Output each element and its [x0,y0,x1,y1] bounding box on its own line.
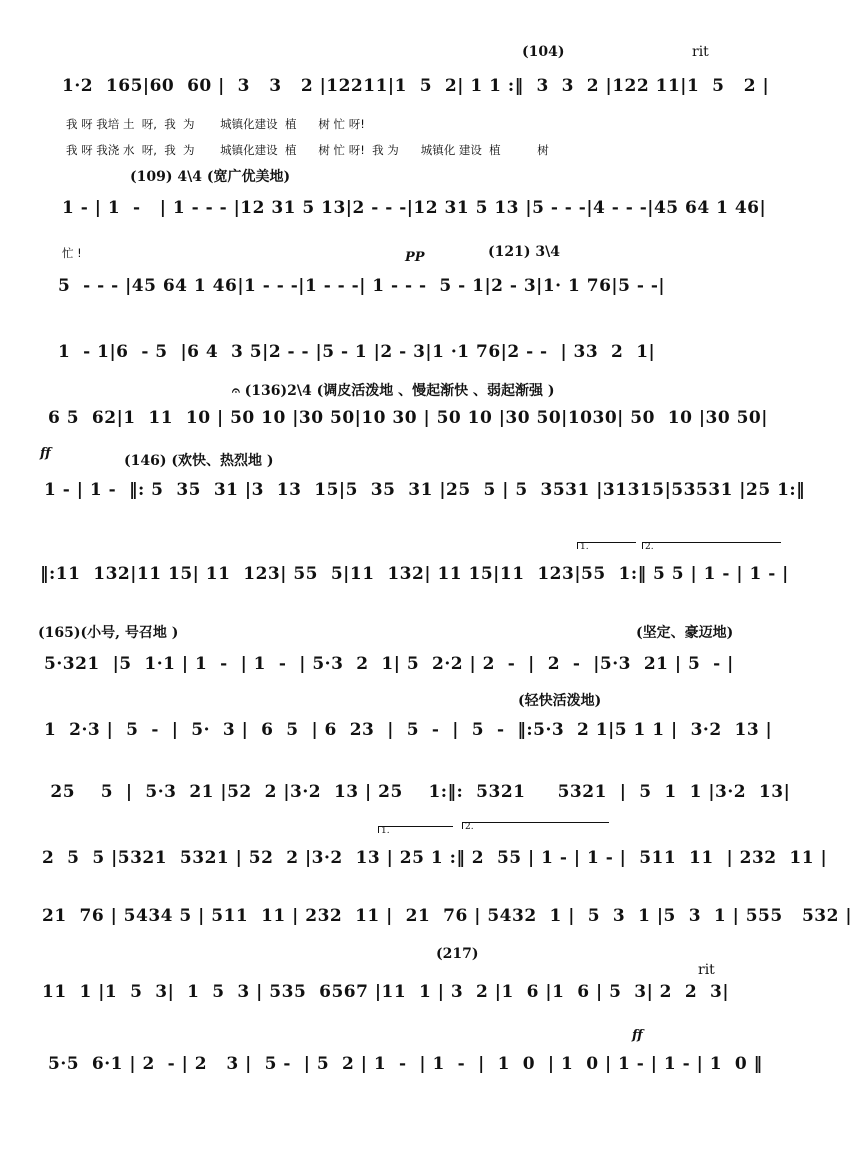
score-line-3: 5 - - - |45 64 1 46|1 - - -|1 - - -| 1 - - - 5 - 1|2 - 3|1· 1 76|5 - -| [58,276,666,296]
lyric-line-1: 我 呀 我培 土 呀, 我 为 城镇化建设 植 树 忙 呀! [66,117,365,131]
score-line-10: 25 5 | 5·3 21 |52 2 |3·2 13 | 25 1:‖: 5321 5321 | 5 1 1 |3·2 13| [44,782,791,802]
score-line-11: 2 5 5 |5321 5321 | 52 2 |3·2 13 | 25 1 :‖ 2 55 | 1 - | 1 - | 511 11 | 232 11 | [42,848,828,868]
score-line-14: 5·5 6·1 | 2 - | 2 3 | 5 - | 5 2 | 1 - | 1 - | 1 0 | 1 0 | 1 - | 1 - | 1 0 ‖ [48,1054,763,1074]
score-line-4: 1 - 1|6 - 5 |6 4 3 5|2 - - |5 - 1 |2 - 3|1 ·1 76|2 - - | 33 2 1| [58,342,656,362]
volta-second-ending-2: 2. [462,822,609,829]
score-line-9: 1 2·3 | 5 - | 5· 3 | 6 5 | 6 23 | 5 - | 5 - ‖:5·3 2 1|5 1 1 | 3·2 13 | [44,720,773,740]
fortissimo-marking: ff [40,446,51,461]
volta-first-ending-2: 1. [378,826,453,833]
rit-marking-2: rit [698,962,715,978]
score-line-1: 1·2 165|60 60 | 3 3 2 |12211|1 5 2| 1 1 :‖ 3 3 2 |122 11|1 5 2 | [62,76,770,96]
lyric-line-2: 我 呀 我浇 水 呀, 我 为 城镇化建设 植 树 忙 呀! 我 为 城镇化 建设 植 树 [66,143,549,157]
expression-mark-firm: (坚定、豪迈地) [636,625,734,641]
rit-marking: rit [692,44,709,60]
expression-mark-light: (轻快活泼地) [518,693,602,709]
volta-second-ending: 2. [642,542,781,549]
volta-first-ending: 1. [577,542,636,549]
fortissimo-marking-2: ff [632,1028,643,1043]
rehearsal-mark-104: (104) [522,44,565,60]
rehearsal-mark-146: (146) (欢快、热烈地 ) [124,453,274,469]
rehearsal-mark-121: (121) 3\4 [488,244,560,260]
score-line-12: 21 76 | 5434 5 | 511 11 | 232 11 | 21 76 | 5432 1 | 5 3 1 |5 3 1 | 555 532 | [42,906,853,926]
score-line-7: ‖:11 132|11 15| 11 123| 55 5|11 132| 11 15|11 123|55 1:‖ 5 5 | 1 - | 1 - | [40,564,789,584]
score-line-2: 1 - | 1 - | 1 - - - |12 31 5 13|2 - - -|12 31 5 13 |5 - - -|4 - - -|45 64 1 46| [62,198,767,218]
score-line-6: 1 - | 1 - ‖: 5 35 31 |3 13 15|5 35 31 |25 5 | 5 3531 |31315|53531 |25 1:‖ [44,480,806,500]
rehearsal-mark-109: (109) 4\4 (宽广优美地) [130,169,291,185]
rehearsal-mark-136: 𝄐 (136)2\4 (调皮活泼地 、慢起渐快 、弱起渐强 ) [232,383,555,399]
rehearsal-mark-217: (217) [436,946,479,962]
pianissimo-marking: PP [405,250,425,265]
score-line-13: 11 1 |1 5 3| 1 5 3 | 535 6567 |11 1 | 3 2 |1 6 |1 6 | 5 3| 2 2 3| [42,982,730,1002]
rehearsal-mark-165: (165)(小号, 号召地 ) [38,625,179,641]
score-line-8: 5·321 |5 1·1 | 1 - | 1 - | 5·3 2 1| 5 2·2 | 2 - | 2 - |5·3 21 | 5 - | [44,654,734,674]
lyric-line-3: 忙 ! [62,246,82,260]
score-line-5: 6 5 62|1 11 10 | 50 10 |30 50|10 30 | 50 10 |30 50|1030| 50 10 |30 50| [48,408,768,428]
